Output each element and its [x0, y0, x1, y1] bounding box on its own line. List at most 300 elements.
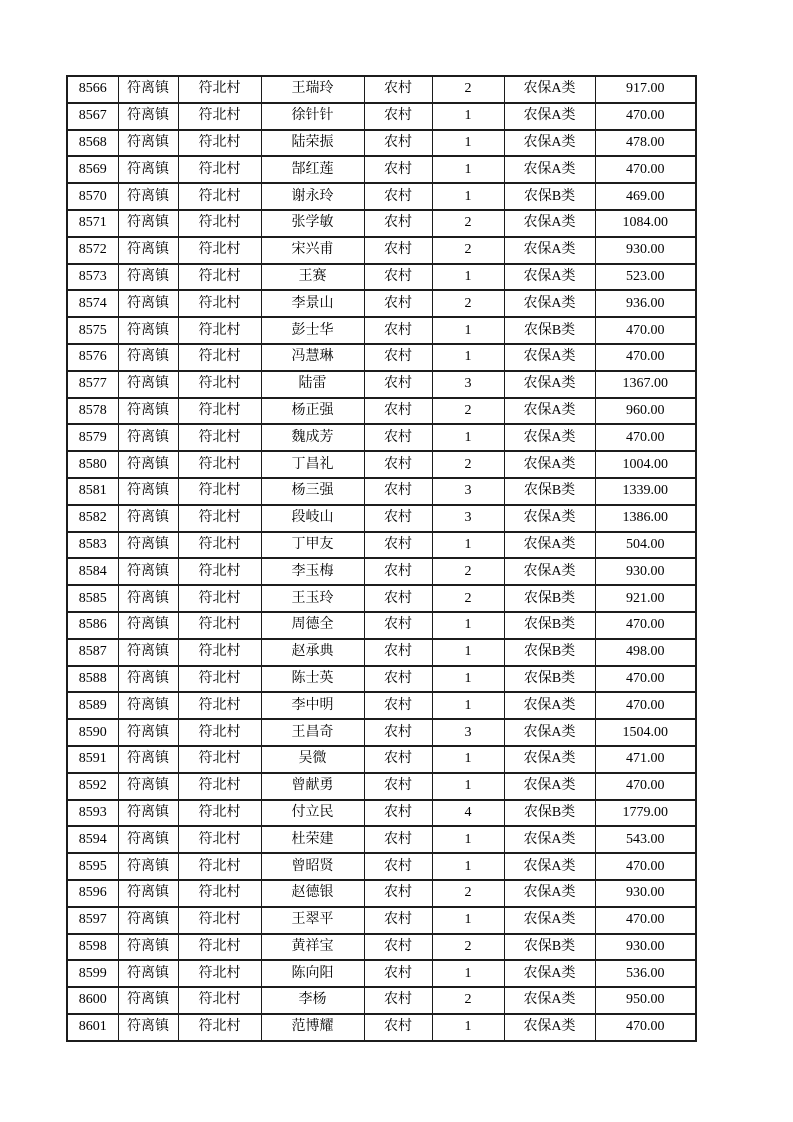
table-cell-id: 8580: [67, 451, 118, 478]
table-row: [67, 210, 696, 237]
table-cell-name: 李杨: [261, 987, 364, 1014]
table-row: [67, 424, 696, 451]
table-cell-person-count: 2: [432, 237, 504, 264]
table-cell-id: 8596: [67, 880, 118, 907]
table-cell-id: 8573: [67, 264, 118, 291]
table-cell-category: 农保A类: [504, 558, 595, 585]
table-cell-village: 符北村: [178, 505, 261, 532]
table-cell-category: 农保A类: [504, 371, 595, 398]
table-cell-name: 李中明: [261, 692, 364, 719]
table-cell-name: 王昌奇: [261, 719, 364, 746]
table-cell-category: 农保A类: [504, 290, 595, 317]
table-row: [67, 853, 696, 880]
table-cell-residence: 农村: [364, 585, 432, 612]
table-cell-category: 农保A类: [504, 398, 595, 425]
table-cell-name: 宋兴甫: [261, 237, 364, 264]
table-row: [67, 826, 696, 853]
table-cell-name: 陆雷: [261, 371, 364, 398]
table-cell-category: 农保A类: [504, 76, 595, 103]
table-cell-category: 农保A类: [504, 344, 595, 371]
table-cell-village: 符北村: [178, 532, 261, 559]
table-cell-residence: 农村: [364, 800, 432, 827]
table-cell-amount: 1004.00: [595, 451, 696, 478]
table-cell-category: 农保A类: [504, 156, 595, 183]
table-cell-person-count: 1: [432, 130, 504, 157]
table-cell-person-count: 1: [432, 183, 504, 210]
table-cell-village: 符北村: [178, 585, 261, 612]
table-cell-name: 张学敏: [261, 210, 364, 237]
table-cell-village: 符北村: [178, 317, 261, 344]
table-cell-village: 符北村: [178, 692, 261, 719]
table-cell-amount: 470.00: [595, 424, 696, 451]
table-cell-name: 赵承典: [261, 639, 364, 666]
table-cell-town: 符离镇: [118, 344, 178, 371]
table-cell-amount: 470.00: [595, 156, 696, 183]
table-cell-name: 杜荣建: [261, 826, 364, 853]
table-cell-town: 符离镇: [118, 719, 178, 746]
table-cell-person-count: 1: [432, 746, 504, 773]
table-cell-name: 陆荣振: [261, 130, 364, 157]
table-cell-category: 农保B类: [504, 666, 595, 693]
table-cell-town: 符离镇: [118, 317, 178, 344]
table-cell-category: 农保A类: [504, 264, 595, 291]
table-cell-amount: 470.00: [595, 344, 696, 371]
table-cell-residence: 农村: [364, 371, 432, 398]
table-cell-town: 符离镇: [118, 960, 178, 987]
table-cell-town: 符离镇: [118, 826, 178, 853]
table-cell-name: 吴微: [261, 746, 364, 773]
table-cell-category: 农保B类: [504, 585, 595, 612]
table-cell-residence: 农村: [364, 960, 432, 987]
table-cell-amount: 523.00: [595, 264, 696, 291]
table-cell-village: 符北村: [178, 451, 261, 478]
table-cell-name: 王瑞玲: [261, 76, 364, 103]
table-cell-residence: 农村: [364, 853, 432, 880]
table-row: [67, 719, 696, 746]
table-cell-person-count: 1: [432, 344, 504, 371]
table-cell-person-count: 2: [432, 934, 504, 961]
table-cell-amount: 917.00: [595, 76, 696, 103]
table-cell-id: 8597: [67, 907, 118, 934]
table-cell-amount: 470.00: [595, 907, 696, 934]
table-cell-category: 农保A类: [504, 103, 595, 130]
table-cell-town: 符离镇: [118, 156, 178, 183]
table-row: [67, 558, 696, 585]
table-cell-town: 符离镇: [118, 746, 178, 773]
table-cell-residence: 农村: [364, 317, 432, 344]
table-cell-category: 农保A类: [504, 773, 595, 800]
table-cell-village: 符北村: [178, 237, 261, 264]
table-cell-name: 周德全: [261, 612, 364, 639]
table-cell-name: 曾昭贤: [261, 853, 364, 880]
table-cell-amount: 470.00: [595, 1014, 696, 1041]
table-cell-id: 8598: [67, 934, 118, 961]
table-row: [67, 344, 696, 371]
table-cell-residence: 农村: [364, 987, 432, 1014]
table-cell-village: 符北村: [178, 666, 261, 693]
table-cell-village: 符北村: [178, 934, 261, 961]
table-cell-residence: 农村: [364, 719, 432, 746]
table-cell-residence: 农村: [364, 290, 432, 317]
table-cell-category: 农保A类: [504, 505, 595, 532]
table-cell-id: 8584: [67, 558, 118, 585]
table-cell-category: 农保A类: [504, 853, 595, 880]
table-cell-town: 符离镇: [118, 371, 178, 398]
table-cell-residence: 农村: [364, 237, 432, 264]
table-cell-village: 符北村: [178, 987, 261, 1014]
table-cell-name: 徐针针: [261, 103, 364, 130]
table-cell-category: 农保A类: [504, 826, 595, 853]
table-cell-person-count: 1: [432, 773, 504, 800]
table-cell-residence: 农村: [364, 612, 432, 639]
table-cell-village: 符北村: [178, 398, 261, 425]
table-row: [67, 264, 696, 291]
table-cell-category: 农保A类: [504, 880, 595, 907]
table-cell-village: 符北村: [178, 290, 261, 317]
table-cell-residence: 农村: [364, 532, 432, 559]
table-cell-name: 陈向阳: [261, 960, 364, 987]
table-cell-category: 农保B类: [504, 934, 595, 961]
table-cell-name: 魏成芳: [261, 424, 364, 451]
table-cell-village: 符北村: [178, 558, 261, 585]
table-cell-amount: 498.00: [595, 639, 696, 666]
table-cell-id: 8600: [67, 987, 118, 1014]
table-cell-name: 李玉梅: [261, 558, 364, 585]
table-row: [67, 532, 696, 559]
table-cell-village: 符北村: [178, 800, 261, 827]
table-cell-id: 8574: [67, 290, 118, 317]
table-cell-town: 符离镇: [118, 666, 178, 693]
table-cell-person-count: 2: [432, 76, 504, 103]
table-cell-village: 符北村: [178, 639, 261, 666]
table-cell-village: 符北村: [178, 156, 261, 183]
table-cell-person-count: 2: [432, 558, 504, 585]
table-cell-amount: 930.00: [595, 880, 696, 907]
table-cell-name: 丁甲友: [261, 532, 364, 559]
table-cell-village: 符北村: [178, 853, 261, 880]
table-row: [67, 666, 696, 693]
table-cell-amount: 930.00: [595, 558, 696, 585]
table-cell-residence: 农村: [364, 773, 432, 800]
table-cell-id: 8566: [67, 76, 118, 103]
table-cell-town: 符离镇: [118, 290, 178, 317]
table-cell-residence: 农村: [364, 130, 432, 157]
table-cell-person-count: 3: [432, 371, 504, 398]
table-cell-name: 郜红莲: [261, 156, 364, 183]
table-cell-amount: 470.00: [595, 853, 696, 880]
table-cell-village: 符北村: [178, 264, 261, 291]
table-cell-id: 8572: [67, 237, 118, 264]
table-cell-town: 符离镇: [118, 424, 178, 451]
table-row: [67, 1014, 696, 1041]
table-cell-person-count: 1: [432, 907, 504, 934]
table-cell-category: 农保A类: [504, 907, 595, 934]
table-cell-residence: 农村: [364, 398, 432, 425]
table-cell-amount: 470.00: [595, 773, 696, 800]
table-cell-id: 8569: [67, 156, 118, 183]
table-cell-category: 农保A类: [504, 451, 595, 478]
table-cell-person-count: 1: [432, 826, 504, 853]
table-cell-id: 8571: [67, 210, 118, 237]
table-cell-person-count: 1: [432, 639, 504, 666]
table-cell-village: 符北村: [178, 183, 261, 210]
table-cell-category: 农保A类: [504, 1014, 595, 1041]
table-cell-amount: 950.00: [595, 987, 696, 1014]
table-cell-id: 8568: [67, 130, 118, 157]
table-cell-name: 彭士华: [261, 317, 364, 344]
table-cell-id: 8570: [67, 183, 118, 210]
table-cell-village: 符北村: [178, 478, 261, 505]
table-cell-id: 8594: [67, 826, 118, 853]
table-cell-id: 8589: [67, 692, 118, 719]
table-cell-amount: 470.00: [595, 103, 696, 130]
table-cell-id: 8585: [67, 585, 118, 612]
table-cell-name: 王玉玲: [261, 585, 364, 612]
table-cell-residence: 农村: [364, 1014, 432, 1041]
table-row: [67, 746, 696, 773]
table-cell-residence: 农村: [364, 880, 432, 907]
table-cell-name: 冯慧琳: [261, 344, 364, 371]
table-cell-amount: 1386.00: [595, 505, 696, 532]
table-cell-residence: 农村: [364, 210, 432, 237]
table-cell-town: 符离镇: [118, 451, 178, 478]
table-cell-residence: 农村: [364, 424, 432, 451]
table-cell-id: 8587: [67, 639, 118, 666]
table-cell-amount: 470.00: [595, 612, 696, 639]
table-cell-category: 农保B类: [504, 639, 595, 666]
table-cell-residence: 农村: [364, 692, 432, 719]
table-cell-town: 符离镇: [118, 773, 178, 800]
table-row: [67, 130, 696, 157]
table-cell-id: 8591: [67, 746, 118, 773]
table-cell-amount: 470.00: [595, 666, 696, 693]
table-cell-residence: 农村: [364, 666, 432, 693]
table-cell-id: 8592: [67, 773, 118, 800]
table-row: [67, 960, 696, 987]
table-cell-id: 8583: [67, 532, 118, 559]
table-cell-person-count: 1: [432, 317, 504, 344]
table-cell-amount: 504.00: [595, 532, 696, 559]
table-cell-village: 符北村: [178, 76, 261, 103]
table-cell-amount: 936.00: [595, 290, 696, 317]
table-row: [67, 692, 696, 719]
table-cell-village: 符北村: [178, 773, 261, 800]
table-cell-person-count: 2: [432, 585, 504, 612]
table-cell-village: 符北村: [178, 880, 261, 907]
table-cell-category: 农保A类: [504, 237, 595, 264]
table-cell-name: 谢永玲: [261, 183, 364, 210]
table-cell-id: 8582: [67, 505, 118, 532]
table-cell-id: 8567: [67, 103, 118, 130]
table-cell-id: 8577: [67, 371, 118, 398]
table-cell-amount: 930.00: [595, 237, 696, 264]
table-cell-residence: 农村: [364, 264, 432, 291]
table-cell-person-count: 1: [432, 612, 504, 639]
table-cell-name: 王翠平: [261, 907, 364, 934]
table-row: [67, 451, 696, 478]
table-cell-category: 农保A类: [504, 424, 595, 451]
table-cell-category: 农保B类: [504, 612, 595, 639]
table-row: [67, 907, 696, 934]
table-cell-amount: 470.00: [595, 692, 696, 719]
table-cell-person-count: 1: [432, 156, 504, 183]
table-cell-residence: 农村: [364, 934, 432, 961]
table-row: [67, 880, 696, 907]
table-cell-village: 符北村: [178, 907, 261, 934]
table-cell-name: 王赛: [261, 264, 364, 291]
table-cell-town: 符离镇: [118, 585, 178, 612]
table-cell-amount: 921.00: [595, 585, 696, 612]
table-cell-id: 8593: [67, 800, 118, 827]
table-cell-person-count: 2: [432, 987, 504, 1014]
table-cell-id: 8579: [67, 424, 118, 451]
table-cell-village: 符北村: [178, 612, 261, 639]
table-cell-person-count: 3: [432, 505, 504, 532]
table-cell-person-count: 1: [432, 960, 504, 987]
table-cell-category: 农保A类: [504, 210, 595, 237]
table-cell-amount: 478.00: [595, 130, 696, 157]
table-cell-residence: 农村: [364, 103, 432, 130]
table-row: [67, 371, 696, 398]
table-cell-village: 符北村: [178, 130, 261, 157]
table-cell-village: 符北村: [178, 424, 261, 451]
payment-table-body: [67, 76, 696, 1041]
table-cell-person-count: 1: [432, 424, 504, 451]
table-cell-town: 符离镇: [118, 103, 178, 130]
table-cell-person-count: 3: [432, 478, 504, 505]
table-cell-town: 符离镇: [118, 505, 178, 532]
table-cell-residence: 农村: [364, 907, 432, 934]
table-cell-person-count: 3: [432, 719, 504, 746]
table-row: [67, 317, 696, 344]
table-cell-town: 符离镇: [118, 853, 178, 880]
table-cell-village: 符北村: [178, 344, 261, 371]
table-cell-person-count: 2: [432, 290, 504, 317]
table-cell-town: 符离镇: [118, 1014, 178, 1041]
table-cell-amount: 471.00: [595, 746, 696, 773]
table-cell-name: 丁昌礼: [261, 451, 364, 478]
table-cell-residence: 农村: [364, 826, 432, 853]
table-cell-village: 符北村: [178, 719, 261, 746]
table-cell-category: 农保A类: [504, 719, 595, 746]
table-cell-person-count: 1: [432, 853, 504, 880]
table-row: [67, 183, 696, 210]
table-cell-name: 赵德银: [261, 880, 364, 907]
table-cell-town: 符离镇: [118, 800, 178, 827]
table-cell-name: 李景山: [261, 290, 364, 317]
table-cell-residence: 农村: [364, 183, 432, 210]
table-cell-name: 段岐山: [261, 505, 364, 532]
table-cell-id: 8590: [67, 719, 118, 746]
table-cell-town: 符离镇: [118, 934, 178, 961]
table-cell-village: 符北村: [178, 103, 261, 130]
table-cell-amount: 1084.00: [595, 210, 696, 237]
table-cell-town: 符离镇: [118, 907, 178, 934]
table-cell-name: 杨正强: [261, 398, 364, 425]
table-cell-residence: 农村: [364, 344, 432, 371]
table-cell-town: 符离镇: [118, 398, 178, 425]
table-cell-town: 符离镇: [118, 210, 178, 237]
table-cell-person-count: 1: [432, 264, 504, 291]
table-cell-person-count: 2: [432, 451, 504, 478]
table-cell-town: 符离镇: [118, 183, 178, 210]
table-cell-village: 符北村: [178, 826, 261, 853]
table-cell-residence: 农村: [364, 156, 432, 183]
table-cell-town: 符离镇: [118, 692, 178, 719]
table-cell-person-count: 4: [432, 800, 504, 827]
table-row: [67, 103, 696, 130]
table-row: [67, 156, 696, 183]
table-row: [67, 639, 696, 666]
table-cell-category: 农保A类: [504, 130, 595, 157]
table-cell-person-count: 1: [432, 532, 504, 559]
table-cell-amount: 1779.00: [595, 800, 696, 827]
table-cell-residence: 农村: [364, 746, 432, 773]
table-cell-category: 农保B类: [504, 478, 595, 505]
table-cell-residence: 农村: [364, 451, 432, 478]
table-cell-id: 8575: [67, 317, 118, 344]
table-row: [67, 505, 696, 532]
table-cell-id: 8588: [67, 666, 118, 693]
table-cell-town: 符离镇: [118, 478, 178, 505]
table-cell-amount: 470.00: [595, 317, 696, 344]
table-cell-category: 农保A类: [504, 532, 595, 559]
table-cell-name: 黄祥宝: [261, 934, 364, 961]
table-cell-category: 农保A类: [504, 960, 595, 987]
table-cell-id: 8601: [67, 1014, 118, 1041]
table-cell-name: 曾献勇: [261, 773, 364, 800]
table-cell-town: 符离镇: [118, 987, 178, 1014]
table-cell-amount: 469.00: [595, 183, 696, 210]
table-row: [67, 76, 696, 103]
table-cell-name: 陈士英: [261, 666, 364, 693]
table-cell-category: 农保A类: [504, 692, 595, 719]
table-cell-town: 符离镇: [118, 76, 178, 103]
table-cell-residence: 农村: [364, 558, 432, 585]
table-row: [67, 237, 696, 264]
table-cell-village: 符北村: [178, 746, 261, 773]
table-cell-person-count: 1: [432, 1014, 504, 1041]
table-cell-category: 农保B类: [504, 183, 595, 210]
table-cell-amount: 543.00: [595, 826, 696, 853]
table-row: [67, 934, 696, 961]
table-cell-amount: 930.00: [595, 934, 696, 961]
table-row: [67, 478, 696, 505]
table-cell-residence: 农村: [364, 505, 432, 532]
table-cell-person-count: 2: [432, 880, 504, 907]
table-row: [67, 612, 696, 639]
table-cell-name: 付立民: [261, 800, 364, 827]
table-cell-town: 符离镇: [118, 237, 178, 264]
payment-table: [66, 75, 697, 1042]
table-cell-name: 杨三强: [261, 478, 364, 505]
table-cell-category: 农保B类: [504, 317, 595, 344]
table-cell-town: 符离镇: [118, 558, 178, 585]
table-cell-id: 8578: [67, 398, 118, 425]
table-cell-town: 符离镇: [118, 612, 178, 639]
table-cell-town: 符离镇: [118, 264, 178, 291]
table-cell-person-count: 1: [432, 666, 504, 693]
table-cell-id: 8595: [67, 853, 118, 880]
table-cell-village: 符北村: [178, 210, 261, 237]
table-cell-amount: 1367.00: [595, 371, 696, 398]
table-cell-town: 符离镇: [118, 532, 178, 559]
table-cell-person-count: 2: [432, 210, 504, 237]
table-cell-town: 符离镇: [118, 639, 178, 666]
table-cell-town: 符离镇: [118, 130, 178, 157]
table-cell-person-count: 2: [432, 398, 504, 425]
table-cell-amount: 536.00: [595, 960, 696, 987]
